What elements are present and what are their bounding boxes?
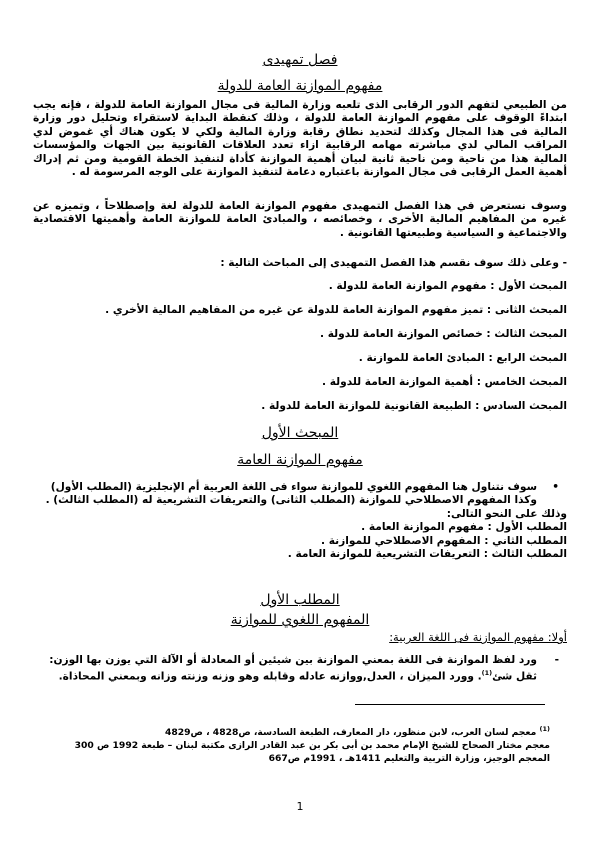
second-paragraph <box>33 200 567 240</box>
follow-intro: وذلك على النحو التالى: <box>446 507 567 520</box>
section1-subtitle: مفهوم الموازنة العامة <box>237 452 363 468</box>
footnote-item: المعجم الوجيز، وزارة التربية والتعليم 1411هـ ، 1991م ص667 <box>268 753 550 765</box>
demand-item: المطلب الثاني : المفهوم الاصطلاحي للموازنة . <box>321 534 567 547</box>
demand-item: المطلب الأول : مفهوم الموازنة العامة . <box>361 521 567 534</box>
section-item: المبحث الرابع : المبادئ العامة للموازنة . <box>358 352 567 364</box>
chapter-title: فصل تمهيدى <box>262 52 338 68</box>
footnote-item: معجم مختار الصحاح للشيخ الإمام محمد بن أبى بكر بن عبد القادر الرازى مكتبة لبنان – طبعة 1992 ص 300 <box>74 740 550 752</box>
bullet-paragraph <box>33 481 567 561</box>
section-item: المبحث الثانى : تميز مفهوم الموازنة العامة للدولة عن غيره من المفاهيم المالية الأخري . <box>105 304 567 316</box>
intro-paragraph <box>33 99 567 179</box>
section-item: المبحث الخامس : أهمية الموازنة العامة للدولة . <box>322 376 567 388</box>
section-item: المبحث الثالث : خصائص الموازنة العامة للدولة . <box>320 328 567 340</box>
first-point-heading: أولا: مفهوم الموازنة فى اللغة العربية: <box>389 630 567 644</box>
definition-text-part1: ورد لفظ الموازنة فى اللغة بمعني الموازنة بين شيئين أو المعادلة أو الآلة التي يوزن بها الوزن: ثقل شئ <box>49 654 537 683</box>
definition-text <box>33 654 537 684</box>
demand1-title: المطلب الأول <box>260 592 340 608</box>
division-intro: - وعلى ذلك سوف نقسم هذا الفصل التمهيدى إلى المباحث التالية : <box>220 257 567 269</box>
footnotes <box>60 723 550 765</box>
second-paragraph-text: وسوف نستعرض في هذا الفصل التمهيدى مفهوم الموازنة العامة للدولة لغة وإصطلاحاً ، وتميزه عن غيره من المفاهيم المالية الأخرى ، وخصائصه ، والمبادئ العامة للموازنة العامة وأهميتها الاقتصادية والاجتماعية و السياسية وطبيعتها القانونية . <box>33 200 567 239</box>
chapter-subtitle: مفهوم الموازنة العامة للدولة <box>217 78 383 94</box>
demands-list <box>33 508 567 562</box>
footnote-reference[interactable]: (1) <box>481 669 493 678</box>
section1-title: المبحث الأول <box>261 425 339 441</box>
footnote-item <box>60 723 550 739</box>
footnote-separator <box>355 704 545 705</box>
page-number: 1 <box>296 800 304 813</box>
definition-paragraph <box>33 654 567 684</box>
footnote-text: معجم لسان العرب، لابن منظور، دار المعارف، الطبعة السادسة، ص4828 ، ص4829 <box>164 727 537 739</box>
footnote-marker: (1) <box>539 725 550 733</box>
demand1-subtitle: المفهوم اللغوي للموازنة <box>230 612 370 628</box>
definition-text-part2: . وورد الميزان ، العدل,ووازنه عادله وقابله وهو وزنه وزنته وزانه وبمعني المحاذاة. <box>58 670 482 683</box>
dash-icon: - <box>554 654 559 666</box>
section-item: المبحث الأول : مفهوم الموازنة العامة للدولة . <box>328 280 567 292</box>
bullet-text: سوف نتناول هنا المفهوم اللغوي للموازنة سواء فى اللغة العربية أم الإنجليزية (المطلب الأول) وكذا المفهوم الاصطلاحي للموازنة (المطلب الثانى) والتعريفات التشريعية له (المطلب الثالث) . <box>45 481 537 507</box>
demand-item: المطلب الثالث : التعريفات التشريعية للموازنة العامة . <box>287 548 567 561</box>
section-item: المبحث السادس : الطبيعة القانونية للموازنة العامة للدولة . <box>261 400 567 412</box>
bullet-icon: • <box>552 481 559 493</box>
intro-paragraph-text: من الطبيعي لتفهم الدور الرقابى الذى تلعبه وزارة المالية فى مجال الموازنة العامة للدولة ، فإنه يجب ابتداءً الوقوف على مفهوم الموازنة العامة للدولة ، وذلك كنقطة البداية لاستقراء وتحليل دور وزارة المالية فى هذا المجال وكذلك لتحديد نطاق رقابة وزارة المالية ولكي لا يكون هناك أي غموض لدي المراقب المالي لدي مباشرته مهامه الرقابية ازاء تعدد العلاقات القانونية بين الجهات والمؤسسات المالية هذا من ناحية ومن ناحية ثانية لبيان أهمية الموازنة كأداة لتنفيذ الخطة القومية ومن ثم إدراك أهمية العمل الرقابى فى مجال الموازنة باعتباره دعامة لتنفيذ الموازنة على الوجه المرسومة له . <box>33 99 567 179</box>
